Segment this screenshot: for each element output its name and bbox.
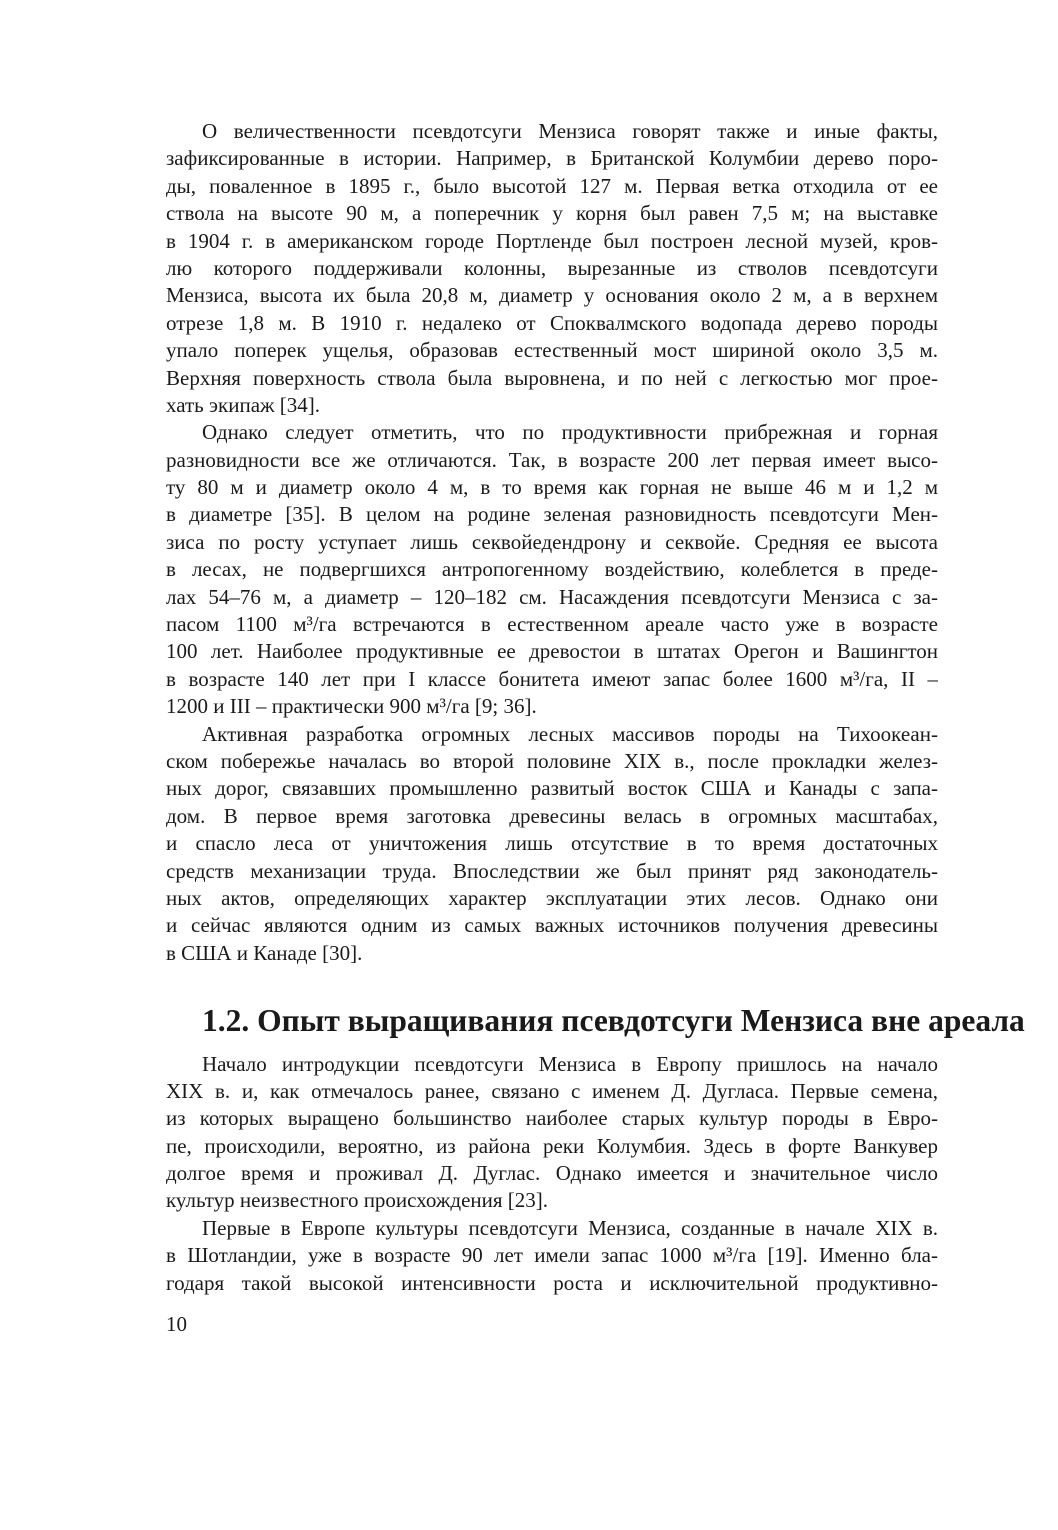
text-line: Однако следует отметить, что по продуктивности прибрежная и горная: [202, 420, 938, 445]
text-line: ствола на высоте 90 м, а поперечник у корня был равен 7,5 м; на выставке: [166, 201, 938, 226]
text-line: в возрасте 140 лет при I классе бонитета имеют запас более 1600 м³/га, II –: [166, 666, 938, 691]
text-line: лах 54–76 м, а диаметр – 120–182 см. Насаждения псевдотсуги Мензиса с за-: [166, 584, 938, 609]
text-line: Первые в Европе культуры псевдотсуги Мензиса, созданные в начале XIX в.: [202, 1215, 938, 1240]
text-line: 100 лет. Наиболее продуктивные ее древостои в штатах Орегон и Вашингтон: [166, 639, 938, 664]
text-line: упало поперек ущелья, образовав естественный мост шириной около 3,5 м.: [166, 338, 938, 363]
text-line: О величественности псевдотсуги Мензиса говорят также и иные факты,: [202, 119, 938, 143]
paragraph: [166, 721, 938, 968]
text-line: пе, происходили, вероятно, из района реки Колумбия. Здесь в форте Ванкувер: [166, 1133, 938, 1158]
spacer: [166, 967, 938, 1007]
text-line: дом. В первое время заготовка древесины велась в огромных масштабах,: [166, 803, 938, 828]
text-line: пасом 1100 м³/га встречаются в естественном ареале часто уже в возрасте: [166, 612, 938, 637]
text-line: Начало интродукции псевдотсуги Мензиса в Европу пришлось на начало: [202, 1051, 938, 1076]
text-line: ных дорог, связавших промышленно развитый восток США и Канады с запа-: [166, 776, 938, 801]
section-body-after-heading: [166, 1051, 938, 1298]
text-line: XIX в. и, как отмечалось ранее, связано с именем Д. Дугласа. Первые семена,: [166, 1078, 938, 1103]
text-line: в лесах, не подвергшихся антропогенному воздействию, колеблется в преде-: [166, 557, 938, 582]
paragraph: [166, 1051, 938, 1215]
text-line: ных актов, определяющих характер эксплуатации этих лесов. Однако они: [166, 885, 938, 910]
text-line: Мензиса, высота их была 20,8 м, диаметр у основания около 2 м, а в верхнем: [166, 283, 938, 308]
text-line: Активная разработка огромных лесных массивов породы на Тихоокеан-: [202, 721, 938, 746]
text-line: годаря такой высокой интенсивности роста и исключительной продуктивно-: [166, 1270, 938, 1295]
text-line: зафиксированные в истории. Например, в Британской Колумбии дерево поро-: [166, 146, 938, 171]
section-heading: 1.2. Опыт выращивания псевдотсуги Мензиса вне ареала: [202, 1003, 1025, 1039]
text-line: ту 80 м и диаметр около 4 м, в то время как горная не выше 46 м и 1,2 м: [166, 475, 938, 500]
text-line: долгое время и проживал Д. Дуглас. Однако имеется и значительное число: [166, 1161, 938, 1186]
paragraph: [166, 1215, 938, 1297]
section-body-before-heading: [166, 118, 938, 967]
text-line: ском побережье началась во второй половине XIX в., после прокладки желез-: [166, 748, 938, 773]
text-line: в 1904 г. в американском городе Портленде был построен лесной музей, кров-: [166, 228, 938, 253]
text-line: Верхняя поверхность ствола была выровнена, и по ней с легкостью мог прое-: [166, 365, 938, 390]
text-line: разновидности все же отличаются. Так, в возрасте 200 лет первая имеет высо-: [166, 447, 938, 472]
text-line: и спасло леса от уничтожения лишь отсутствие в то время достаточных: [166, 831, 938, 856]
paragraph: [166, 419, 938, 720]
text-line: лю которого поддерживали колонны, вырезанные из стволов псевдотсуги: [166, 255, 938, 280]
text-line: средств механизации труда. Впоследствии же был принят ряд законодатель-: [166, 858, 938, 883]
text-line: из которых выращено большинство наиболее старых культур породы в Евро-: [166, 1106, 938, 1131]
text-line: в Шотландии, уже в возрасте 90 лет имели запас 1000 м³/га [19]. Именно бла-: [166, 1243, 938, 1268]
text-line: в диаметре [35]. В целом на родине зеленая разновидность псевдотсуги Мен-: [166, 502, 938, 527]
text-line: 1200 и III – практически 900 м³/га [9; 36].: [166, 694, 537, 719]
paragraph: [166, 118, 938, 419]
text-line: и сейчас являются одним из самых важных источников получения древесины: [166, 913, 938, 938]
text-line: ды, поваленное в 1895 г., было высотой 127 м. Первая ветка отходила от ее: [166, 173, 938, 198]
text-line: в США и Канаде [30].: [166, 940, 363, 965]
page-number: 10: [166, 1312, 187, 1336]
text-line: зиса по росту уступает лишь секвойедендрону и секвойе. Средняя ее высота: [166, 529, 938, 554]
body-text: [166, 118, 1025, 1297]
text-line: отрезе 1,8 м. В 1910 г. недалеко от Споквалмского водопада дерево породы: [166, 310, 938, 335]
text-line: культур неизвестного происхождения [23].: [166, 1188, 549, 1213]
text-line: хать экипаж [34].: [166, 392, 321, 417]
